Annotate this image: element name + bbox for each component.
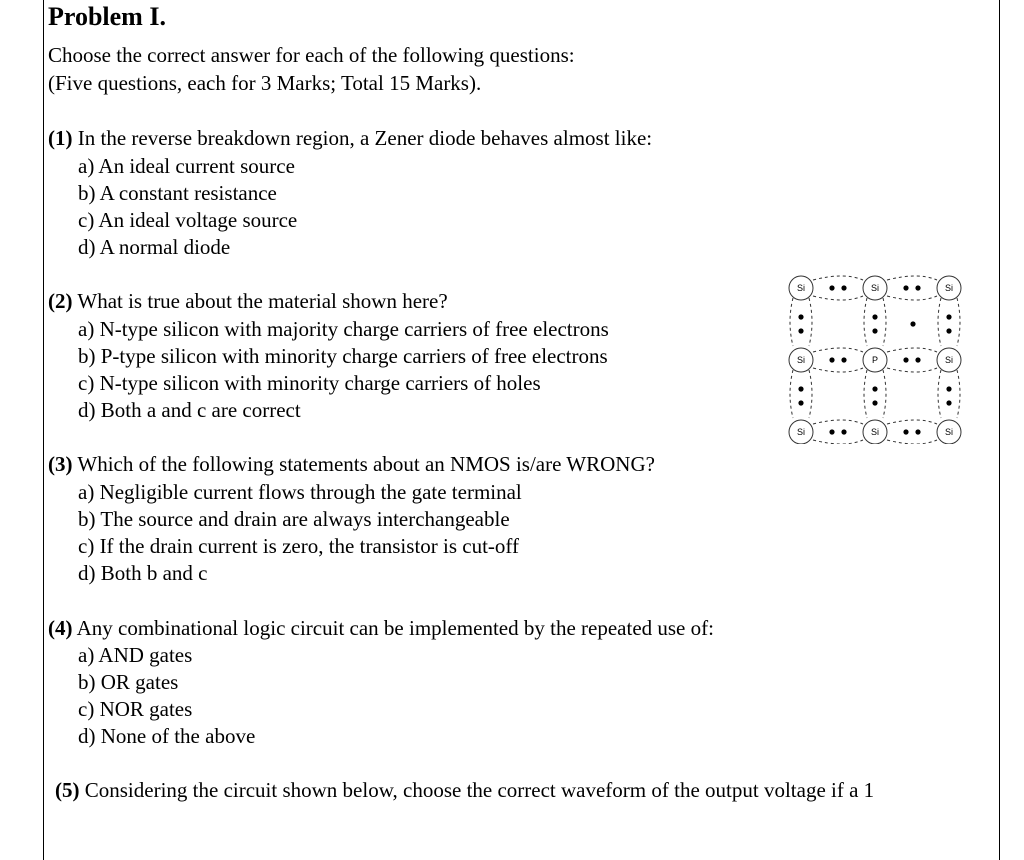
question-number: (4) <box>48 616 73 640</box>
option-1b: b) A constant resistance <box>78 181 277 205</box>
free-electron <box>910 321 915 326</box>
atom-label: Si <box>796 355 806 365</box>
question-text: Which of the following statements about an NMOS is/are WRONG? <box>77 452 655 476</box>
option-4c: c) NOR gates <box>78 697 193 721</box>
instructions-line-2: (Five questions, each for 3 Marks; Total 15 Marks). <box>48 71 482 95</box>
option-3b: b) The source and drain are always interchangeable <box>78 507 510 531</box>
atom-label: Si <box>870 427 880 437</box>
problem-title: Problem I. <box>48 2 166 31</box>
question-number: (1) <box>48 126 73 150</box>
question-text: Any combinational logic circuit can be implemented by the repeated use of: <box>76 616 714 640</box>
option-1c: c) An ideal voltage source <box>78 208 298 232</box>
option-3d: d) Both b and c <box>78 561 208 585</box>
question-text: Considering the circuit shown below, choose the correct waveform of the output voltage if a 1 <box>84 778 875 802</box>
atom-label: Si <box>944 355 954 365</box>
option-3a: a) Negligible current flows through the gate terminal <box>78 480 522 504</box>
silicon-lattice-figure <box>785 274 970 444</box>
question-number: (5) <box>55 778 80 802</box>
option-4d: d) None of the above <box>78 724 256 748</box>
question-number: (3) <box>48 452 73 476</box>
atom-label: Si <box>796 283 806 293</box>
question-1 <box>48 125 652 151</box>
option-1a: a) An ideal current source <box>78 154 295 178</box>
option-3c: c) If the drain current is zero, the transistor is cut-off <box>78 534 520 558</box>
option-4a: a) AND gates <box>78 643 193 667</box>
question-5 <box>55 777 874 803</box>
question-text: In the reverse breakdown region, a Zener diode behaves almost like: <box>77 126 653 150</box>
atom-label: Si <box>870 283 880 293</box>
atom-label: Si <box>944 427 954 437</box>
option-2d: d) Both a and c are correct <box>78 398 301 422</box>
question-4 <box>48 615 714 641</box>
option-2c: c) N-type silicon with minority charge carriers of holes <box>78 371 541 395</box>
question-number: (2) <box>48 289 73 313</box>
atom-label: Si <box>944 283 954 293</box>
option-2b: b) P-type silicon with minority charge carriers of free electrons <box>78 344 608 368</box>
option-1d: d) A normal diode <box>78 235 231 259</box>
option-2a: a) N-type silicon with majority charge carriers of free electrons <box>78 317 609 341</box>
question-3 <box>48 451 655 477</box>
option-4b: b) OR gates <box>78 670 179 694</box>
atom-label: P <box>871 355 879 365</box>
atom-label: Si <box>796 427 806 437</box>
instructions-line-1: Choose the correct answer for each of the following questions: <box>48 43 575 67</box>
question-2 <box>48 288 448 314</box>
question-text: What is true about the material shown here? <box>77 289 448 313</box>
